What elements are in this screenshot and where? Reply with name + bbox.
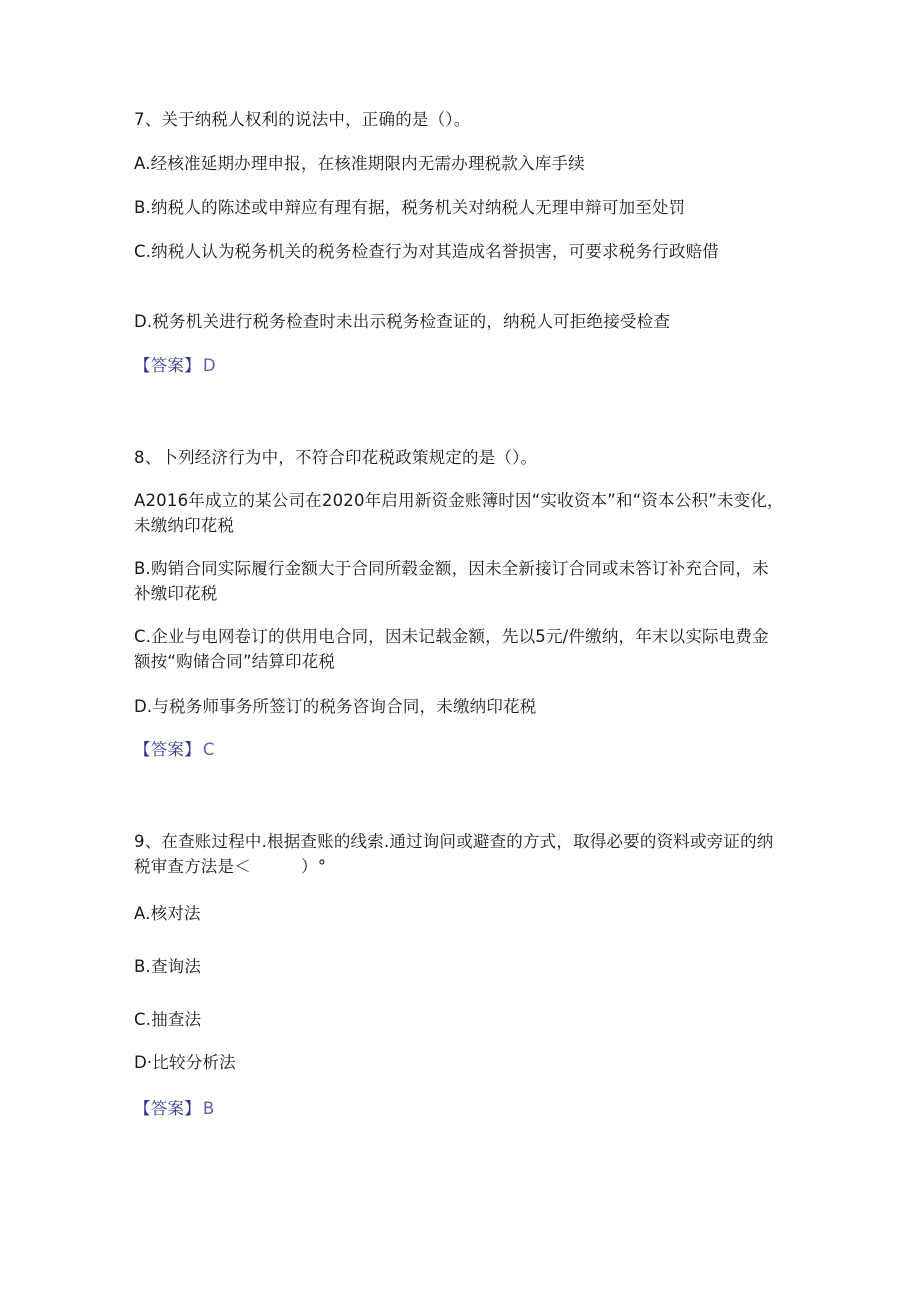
question-7-option-a: A.经核准延期办理申报，在核准期限内无需办理税款入库手续 xyxy=(134,154,585,173)
question-7-option-b: B.纳税人的陈述或申辩应有理有据，税务机关对纳税人无理申辩可加至处罚 xyxy=(134,198,686,217)
question-9-option-d: D·比较分析法 xyxy=(134,1053,236,1072)
question-8-stem: 8、卜列经济行为中，不符合印花税政策规定的是（）。 xyxy=(134,448,538,467)
question-8-option-c: C.企业与电网卷订的供用电合同，因未记载金额，先以5元/件缴纳，年末以实际电费金额按“购储合同”结算印花税 xyxy=(134,627,769,671)
answer-value: B xyxy=(202,1099,215,1118)
question-7-option-d: D.税务机关进行税务检查时未出示税务检查证的，纳税人可拒绝接受检查 xyxy=(134,312,671,331)
question-9-option-a: A.核对法 xyxy=(134,904,201,923)
answer-label: 【答案】 xyxy=(134,356,201,375)
question-8-option-b: B.购销合同实际履行金额大于合同所毂金额，因未全新接订合同或未答订补充合同，未补缴印花税 xyxy=(134,559,769,603)
question-7-stem: 7、关于纳税人权利的说法中，正确的是（）。 xyxy=(134,110,471,129)
question-9-option-b: B.查询法 xyxy=(134,957,202,976)
answer-label: 【答案】 xyxy=(134,740,201,759)
question-9-stem: 9、在查账过程中.根据查账的线索.通过询问或避查的方式，取得必要的资料或旁证的纳税审查方法是＜ ）° xyxy=(134,832,774,876)
answer-value: C xyxy=(202,740,215,759)
answer-value: D xyxy=(202,356,216,375)
question-9-answer xyxy=(134,1096,784,1121)
question-8-option-d: D.与税务师事务所签订的税务咨询合同，未缴纳印花税 xyxy=(134,697,537,716)
question-8-answer xyxy=(134,737,784,762)
question-8-option-a: A2016年成立的某公司在2020年启用新资金账簿时因“实收资本”和“资本公积”未变化，未缴纳印花税 xyxy=(134,491,784,535)
answer-label: 【答案】 xyxy=(134,1099,201,1118)
question-7-answer xyxy=(134,353,784,378)
question-7-option-c: C.纳税人认为税务机关的税务检查行为对其造成名誉损害，可要求税务行政赔借 xyxy=(134,242,719,261)
question-9-option-c: C.抽查法 xyxy=(134,1010,202,1029)
